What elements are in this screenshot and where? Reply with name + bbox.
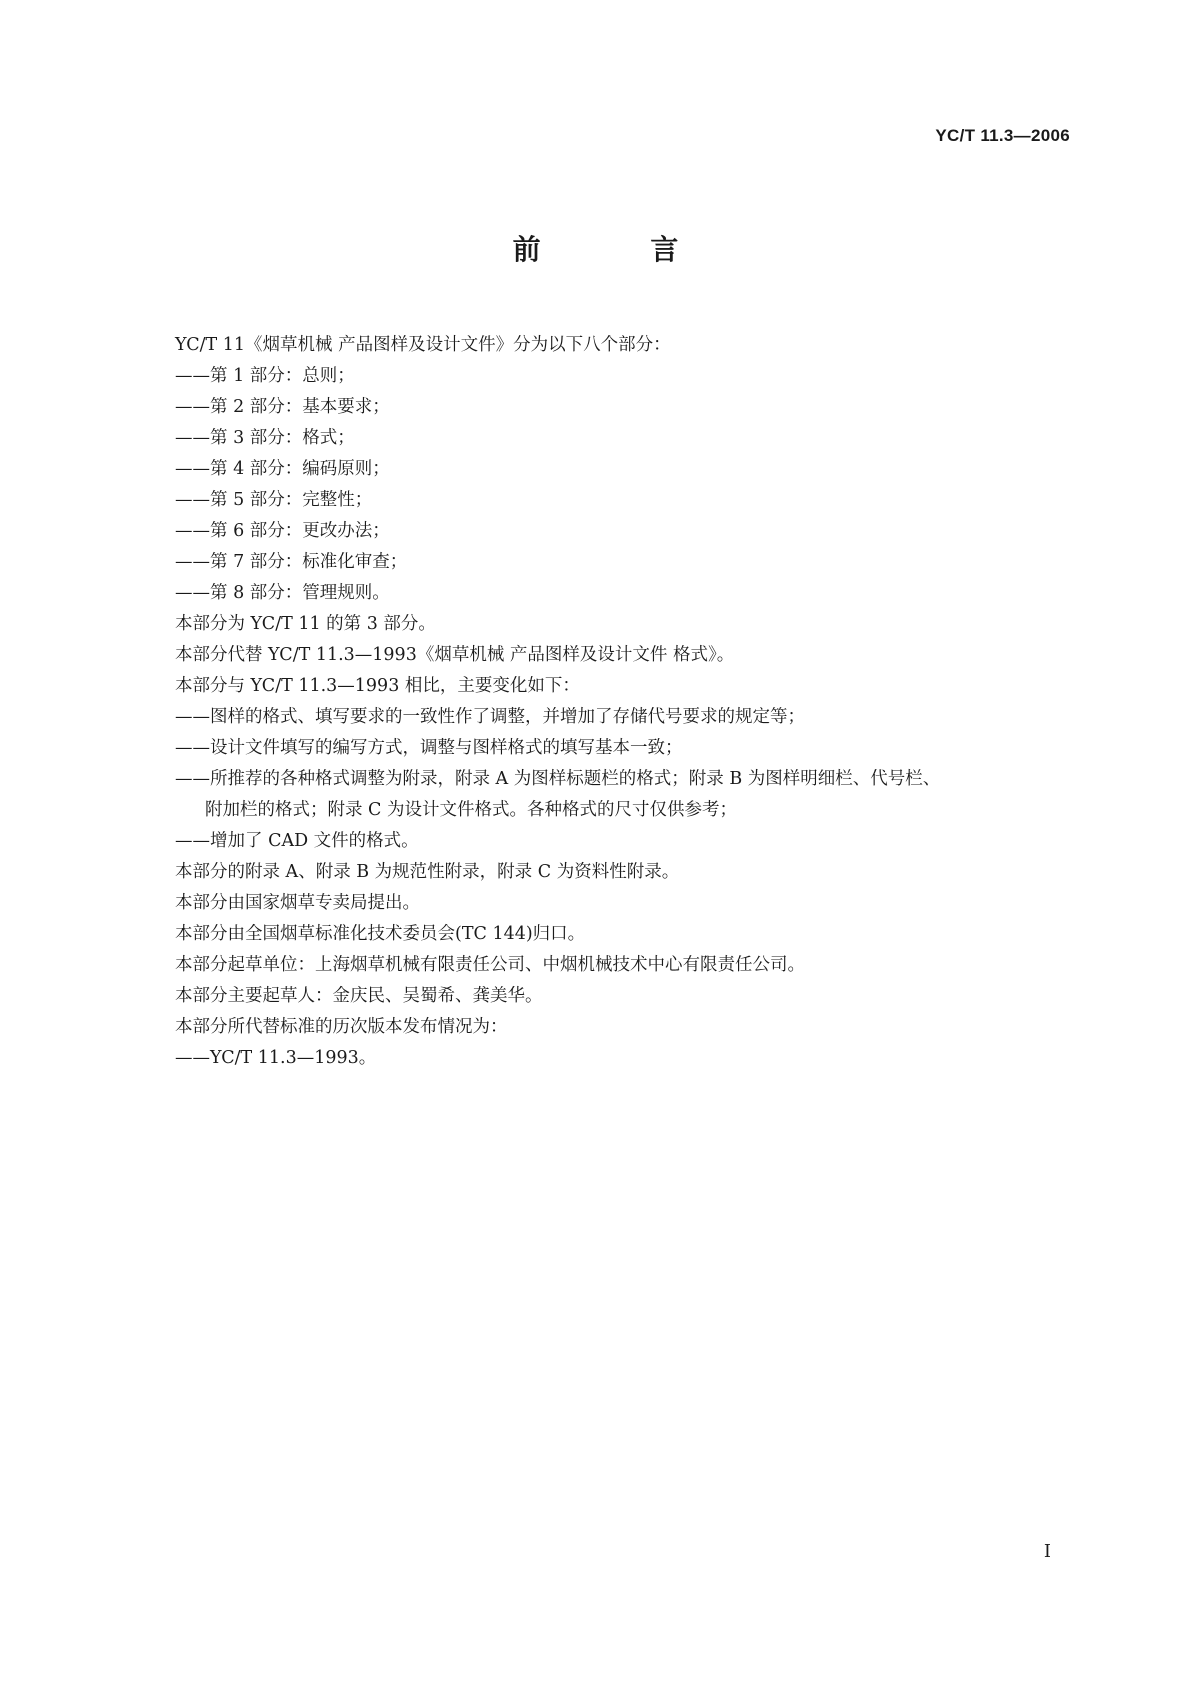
standard-code: YC/T 11.3—2006 <box>935 126 1070 145</box>
list-item-part-4: ——第 4 部分：编码原则； <box>175 459 390 479</box>
list-item-part-5: ——第 5 部分：完整性； <box>175 490 373 510</box>
paragraph-part-statement: 本部分为 YC/T 11 的第 3 部分。 <box>175 614 436 634</box>
list-item-part-2: ——第 2 部分：基本要求； <box>175 397 390 417</box>
list-item-part-6: ——第 6 部分：更改办法； <box>175 521 390 541</box>
paragraph-annexes: 本部分的附录 A、附录 B 为规范性附录，附录 C 为资料性附录。 <box>175 862 680 882</box>
list-item-part-3: ——第 3 部分：格式； <box>175 428 355 448</box>
foreword-body <box>175 330 1075 1074</box>
paragraph-history-intro: 本部分所代替标准的历次版本发布情况为： <box>175 1017 508 1037</box>
history-item-1: ——YC/T 11.3—1993。 <box>175 1048 377 1068</box>
paragraph-proposed-by: 本部分由国家烟草专卖局提出。 <box>175 893 420 913</box>
list-item-part-7: ——第 7 部分：标准化审查； <box>175 552 408 572</box>
paragraph-drafters: 本部分主要起草人：金庆民、吴蜀希、龚美华。 <box>175 986 543 1006</box>
paragraph-managed-by: 本部分由全国烟草标准化技术委员会(TC 144)归口。 <box>175 924 586 944</box>
paragraph-replaces: 本部分代替 YC/T 11.3—1993《烟草机械 产品图样及设计文件 格式》。 <box>175 645 735 665</box>
change-item-2: ——设计文件填写的编写方式，调整与图样格式的填写基本一致； <box>175 738 683 758</box>
change-item-1: ——图样的格式、填写要求的一致性作了调整，并增加了存储代号要求的规定等； <box>175 707 805 727</box>
intro-paragraph: YC/T 11《烟草机械 产品图样及设计文件》分为以下八个部分： <box>175 335 671 355</box>
page-number: I <box>1043 1541 1051 1562</box>
page-title: 前 言 <box>512 233 729 266</box>
paragraph-changes-intro: 本部分与 YC/T 11.3—1993 相比，主要变化如下： <box>175 676 580 696</box>
paragraph-drafting-units: 本部分起草单位：上海烟草机械有限责任公司、中烟机械技术中心有限责任公司。 <box>175 955 805 975</box>
list-item-part-1: ——第 1 部分：总则； <box>175 366 355 386</box>
list-item-part-8: ——第 8 部分：管理规则。 <box>175 583 390 603</box>
change-item-4: ——增加了 CAD 文件的格式。 <box>175 831 419 851</box>
change-item-3-continued: 附加栏的格式；附录 C 为设计文件格式。各种格式的尺寸仅供参考； <box>205 800 738 820</box>
change-item-3: ——所推荐的各种格式调整为附录，附录 A 为图样标题栏的格式；附录 B 为图样明细栏、代号栏、 <box>175 769 941 789</box>
